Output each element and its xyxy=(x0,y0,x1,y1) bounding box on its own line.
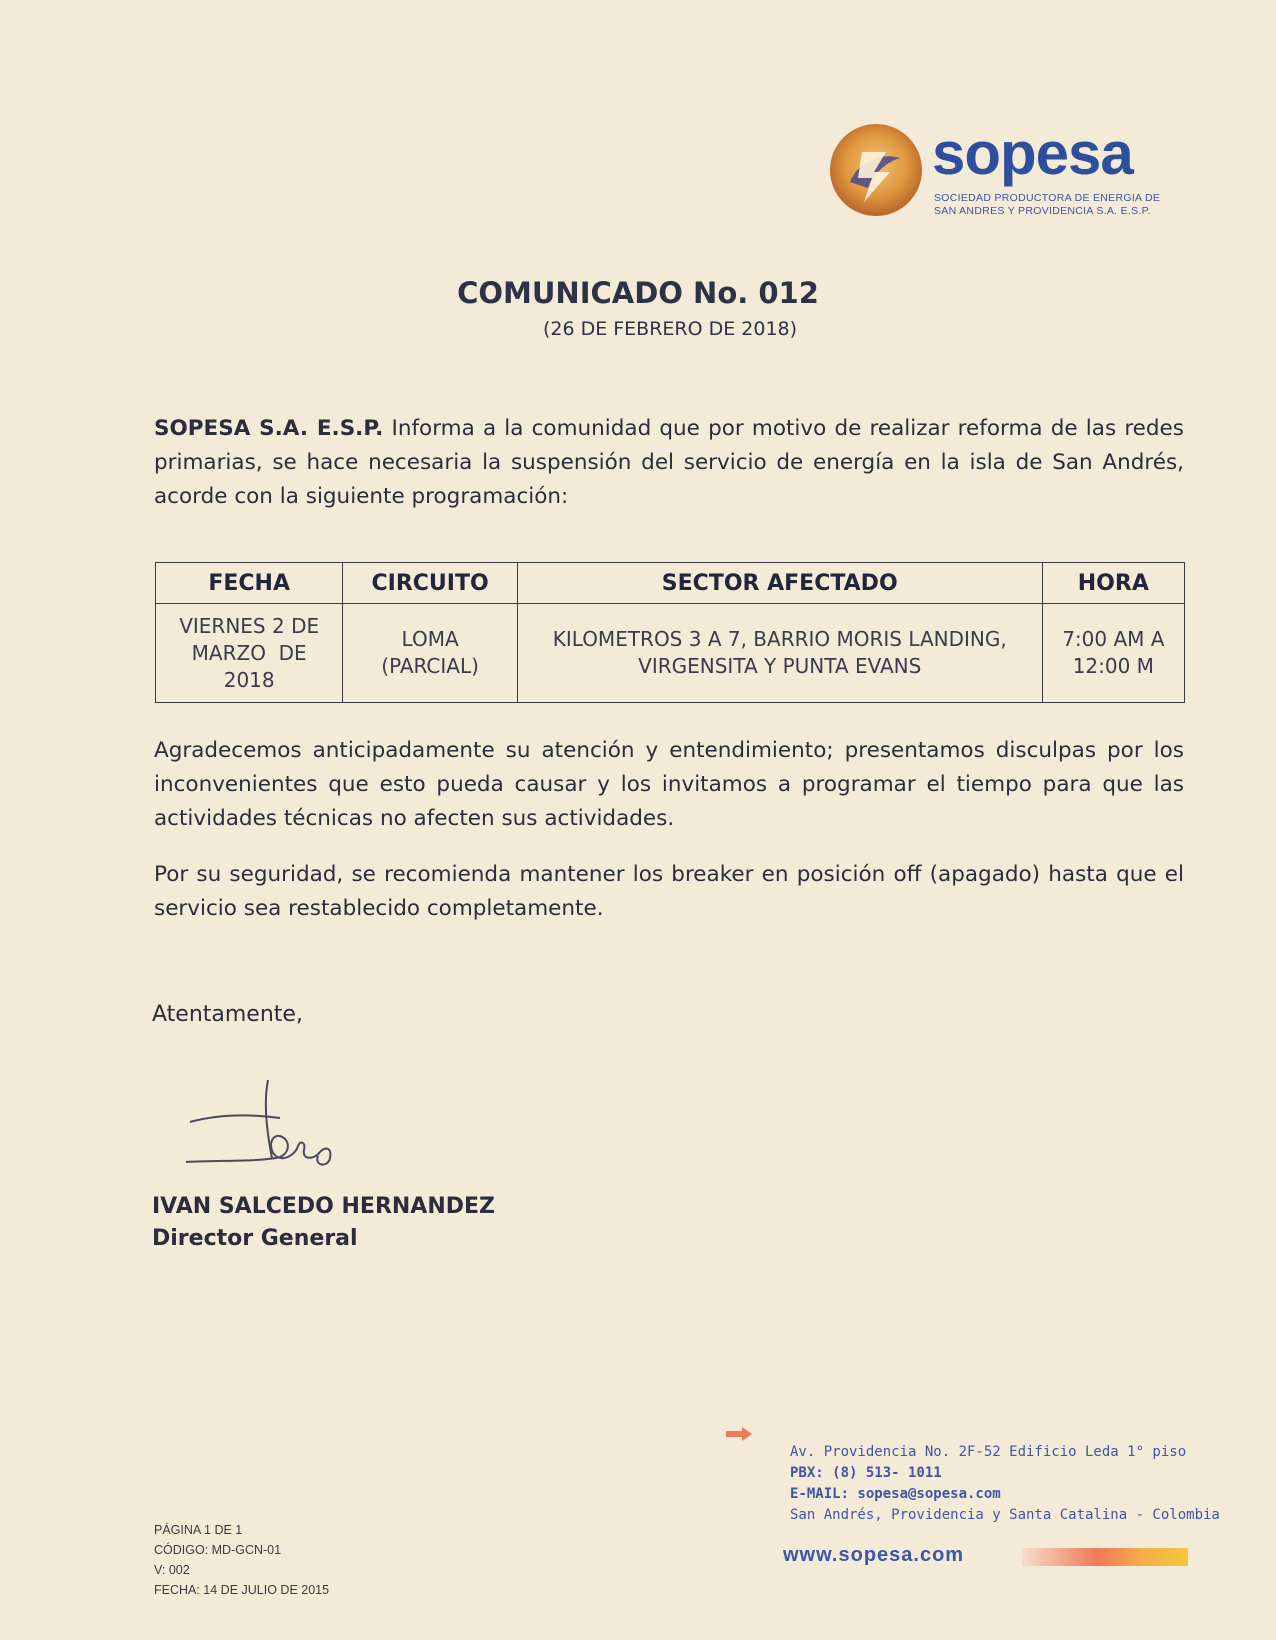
safety-paragraph: Por su seguridad, se recomienda mantener los breaker en posición off (apagado) hasta que el servicio sea restablecido completamente. xyxy=(154,862,1184,921)
contact-location: San Andrés, Providencia y Santa Catalina - Colombia xyxy=(790,1507,1220,1523)
contact-address: Av. Providencia No. 2F-52 Edificio Leda 1° piso xyxy=(790,1444,1187,1460)
logo-tagline: SOCIEDAD PRODUCTORA DE ENERGIA DE SAN ANDRES Y PROVIDENCIA S.A. E.S.P. xyxy=(934,192,1161,217)
contact-block xyxy=(790,1442,1220,1526)
cell-circuito: LOMA (PARCIAL) xyxy=(343,604,518,703)
decorative-color-bar xyxy=(1022,1548,1188,1566)
signature-icon xyxy=(180,1070,350,1180)
page-number: PÁGINA 1 DE 1 xyxy=(154,1523,243,1537)
intro-paragraph xyxy=(154,412,1184,514)
header-fecha: FECHA xyxy=(156,563,343,604)
signer-name: IVAN SALCEDO HERNANDEZ xyxy=(152,1194,495,1219)
document-version: V: 002 xyxy=(154,1563,190,1577)
cell-sector: KILOMETROS 3 A 7, BARRIO MORIS LANDING, VIRGENSITA Y PUNTA EVANS xyxy=(517,604,1042,703)
header-sector: SECTOR AFECTADO xyxy=(517,563,1042,604)
contact-phone: PBX: (8) 513- 1011 xyxy=(790,1465,942,1481)
salutation: Atentamente, xyxy=(152,1002,303,1027)
cell-fecha: VIERNES 2 DE MARZO DE 2018 xyxy=(156,604,343,703)
header-circuito: CIRCUITO xyxy=(343,563,518,604)
contact-email: E-MAIL: sopesa@sopesa.com xyxy=(790,1486,1001,1502)
thanks-paragraph: Agradecemos anticipadamente su atención y entendimiento; presentamos disculpas por los inconvenientes que esto pueda causar y los invitamos a programar el tiempo para que las actividades técnicas no afecten sus actividades. xyxy=(154,738,1184,831)
table-header-row xyxy=(156,563,1185,604)
document-date: (26 DE FEBRERO DE 2018) xyxy=(542,318,798,340)
document-control-info xyxy=(154,1520,329,1600)
sopesa-logo xyxy=(828,118,1168,228)
document-code: CÓDIGO: MD-GCN-01 xyxy=(154,1543,282,1557)
signer-title: Director General xyxy=(152,1226,358,1251)
schedule-table xyxy=(155,562,1185,703)
logo-wordmark: sopesa xyxy=(932,120,1133,187)
arrow-right-icon xyxy=(726,1427,752,1441)
document-title: COMUNICADO No. 012 xyxy=(457,276,819,310)
company-name: SOPESA S.A. E.S.P. xyxy=(154,416,384,441)
header-hora: HORA xyxy=(1042,563,1184,604)
table-row xyxy=(156,604,1185,703)
cell-hora: 7:00 AM A 12:00 M xyxy=(1042,604,1184,703)
website-link[interactable]: www.sopesa.com xyxy=(783,1544,965,1566)
sopesa-emblem-icon xyxy=(828,122,924,218)
document-control-date: FECHA: 14 DE JULIO DE 2015 xyxy=(154,1583,330,1597)
intro-text: Informa a la comunidad que por motivo de realizar reforma de las redes primarias, se hace necesaria la suspensión del servicio de energía en la isla de San Andrés, acorde con la siguiente programación: xyxy=(154,416,1184,509)
